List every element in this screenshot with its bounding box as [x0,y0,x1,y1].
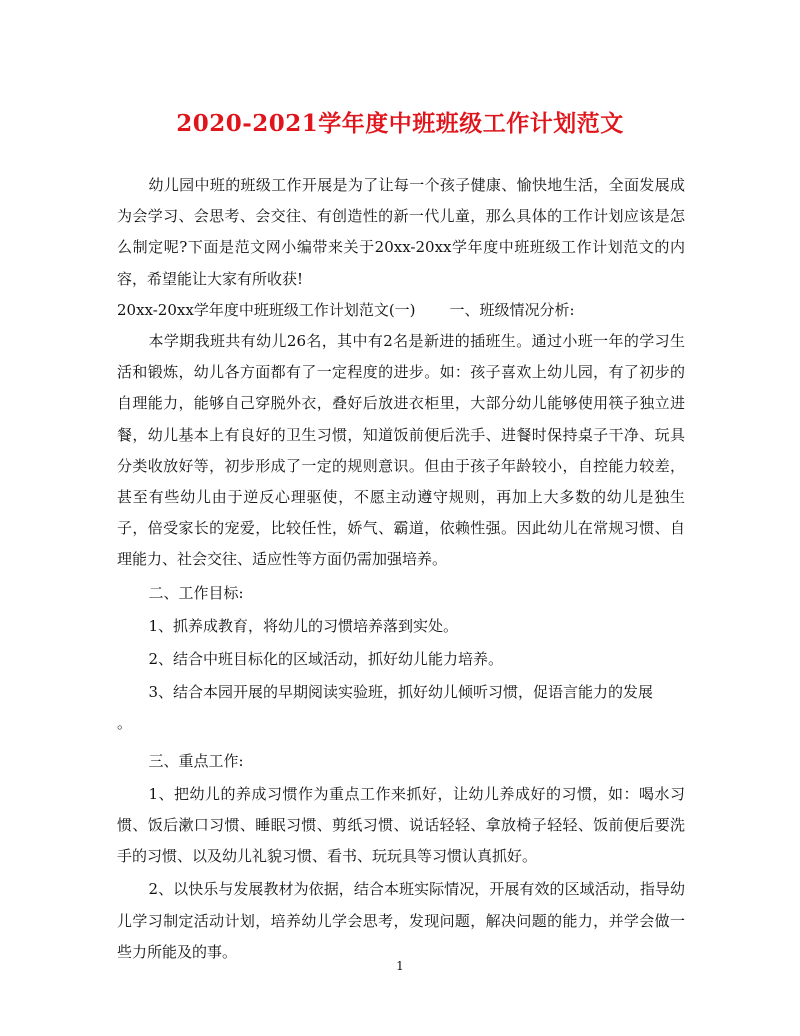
section1-heading: 一、班级情况分析: [449,300,575,319]
goal-item-tail: 。 [117,714,133,733]
document-body [117,170,685,968]
goal-item: 1、抓养成教育，将幼儿的习惯培养落到实处。 [148,616,459,635]
section-label-row [117,295,685,326]
section-label: 20xx-20xx学年度中班班级工作计划范文(一) [117,300,416,319]
section2-heading: 二、工作目标: [148,583,244,602]
section-gap [416,295,450,326]
page-number: 1 [396,959,404,973]
key-work-item: 2、以快乐与发展教材为依据，结合本班实际情况，开展有效的区域活动，指导幼儿学习制定活动计划，培养幼儿学会思考，发现问题，解决问题的能力，并学会做一些力所能及的事。 [117,880,685,961]
document-title: 2020-2021学年度中班班级工作计划范文 [176,110,624,137]
intro-paragraph: 幼儿园中班的班级工作开展是为了让每一个孩子健康、愉快地生活，全面发展成为会学习、会思考、会交往、有创造性的新一代儿童，那么具体的工作计划应该是怎么制定呢?下面是范文网小编带来关于20xx-20xx学年度中班班级工作计划范文的内容，希望能让大家有所收获! [117,176,685,288]
section1-body: 本学期我班共有幼儿26名，其中有2名是新进的插班生。通过小班一年的学习生活和锻炼，幼儿各方面都有了一定程度的进步。如：孩子喜欢上幼儿园，有了初步的自理能力，能够自己穿脱外衣，叠好后放进衣柜里，大部分幼儿能够使用筷子独立进餐，幼儿基本上有良好的卫生习惯，知道饭前便后洗手、进餐时保持桌子干净、玩具分类收放好等，初步形成了一定的规则意识。但由于孩子年龄较小，自控能力较差，甚至有些幼儿由于逆反心理驱使，不愿主动遵守规则，再加上大多数的幼儿是独生子，倍受家长的宠爱，比较任性，娇气、霸道，依赖性强。因此幼儿在常规习惯、自理能力、社会交往、适应性等方面仍需加强培养。 [117,332,685,569]
key-work-item: 1、把幼儿的养成习惯作为重点工作来抓好，让幼儿养成好的习惯，如：喝水习惯、饭后漱口习惯、睡眠习惯、剪纸习惯、说话轻轻、拿放椅子轻轻、饭前便后要洗手的习惯、以及幼儿礼貌习惯、看书、玩玩具等习惯认真抓好。 [117,784,685,866]
section3-heading: 三、重点工作: [148,751,244,770]
goal-item: 2、结合中班目标化的区域活动，抓好幼儿能力培养。 [148,650,504,669]
goal-item: 3、结合本园开展的早期阅读实验班，抓好幼儿倾听习惯，促语言能力的发展 [148,683,654,702]
